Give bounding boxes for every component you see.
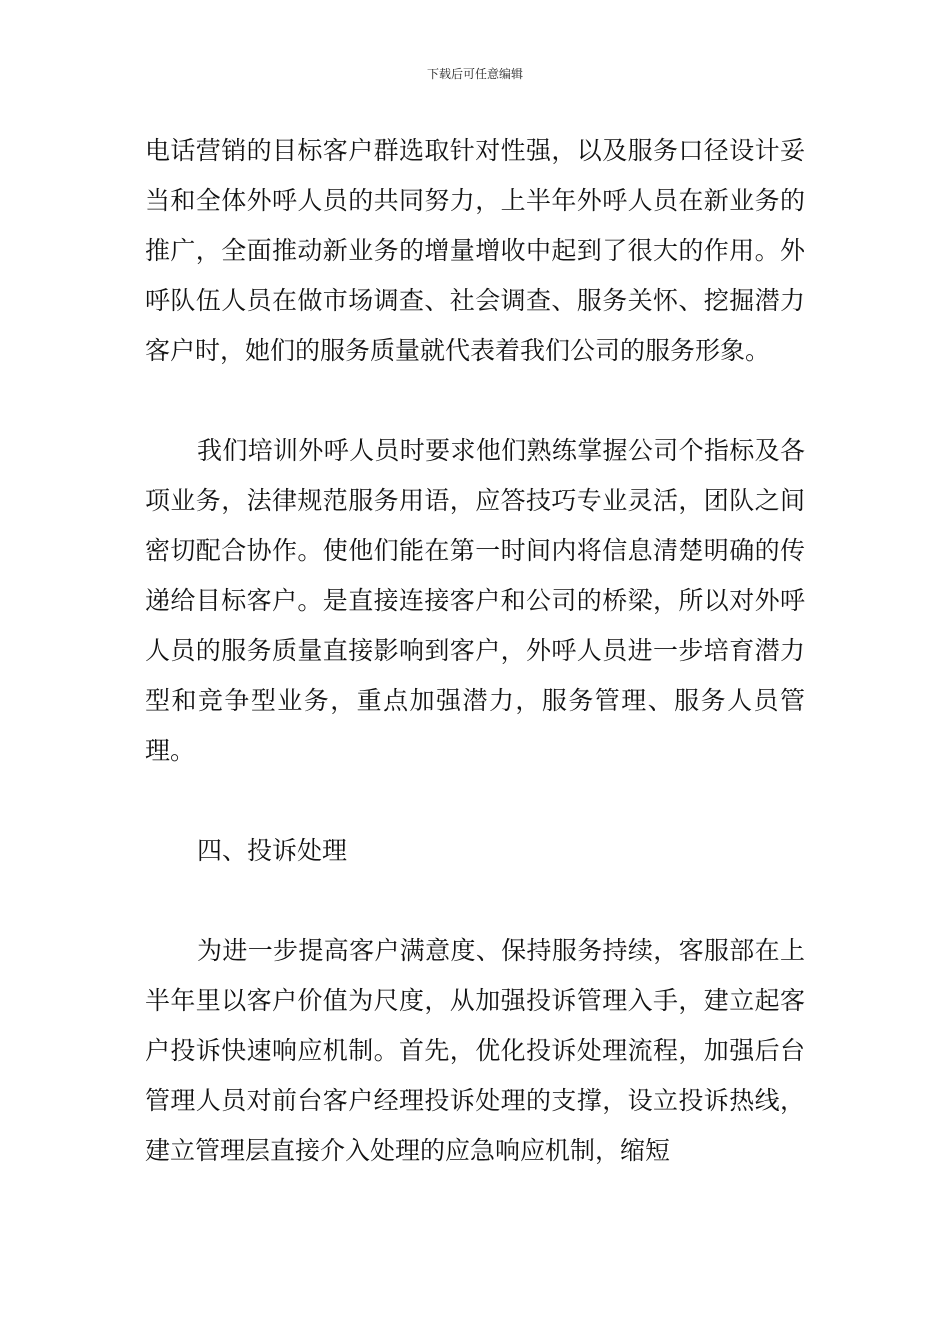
paragraph-gap (145, 376, 805, 426)
document-body (145, 126, 805, 1176)
paragraph-complaint-handling: 为进一步提高客户满意度、保持服务持续，客服部在上半年里以客户价值为尺度，从加强投诉管理入手，建立起客户投诉快速响应机制。首先，优化投诉处理流程，加强后台管理人员对前台客户经理投诉处理的支撑，设立投诉热线，建立管理层直接介入处理的应急响应机制，缩短 (145, 936, 805, 1165)
paragraph-gap (145, 876, 805, 926)
page-header: 下载后可任意编辑 (426, 67, 523, 81)
paragraph-training: 我们培训外呼人员时要求他们熟练掌握公司个指标及各项业务，法律规范服务用语，应答技巧专业灵活，团队之间密切配合协作。使他们能在第一时间内将信息清楚明确的传递给目标客户。是直接连接客户和公司的桥梁，所以对外呼人员的服务质量直接影响到客户，外呼人员进一步培育潜力型和竞争型业务，重点加强潜力，服务管理、服务人员管理。 (145, 436, 805, 765)
section-heading-complaints: 四、投诉处理 (197, 836, 348, 865)
paragraph-telemarketing: 电话营销的目标客户群选取针对性强，以及服务口径设计妥当和全体外呼人员的共同努力，上半年外呼人员在新业务的推广，全面推动新业务的增量增收中起到了很大的作用。外呼队伍人员在做市场调查、社会调查、服务关怀、挖掘潜力客户时，她们的服务质量就代表着我们公司的服务形象。 (145, 136, 805, 365)
paragraph-gap (145, 776, 805, 826)
